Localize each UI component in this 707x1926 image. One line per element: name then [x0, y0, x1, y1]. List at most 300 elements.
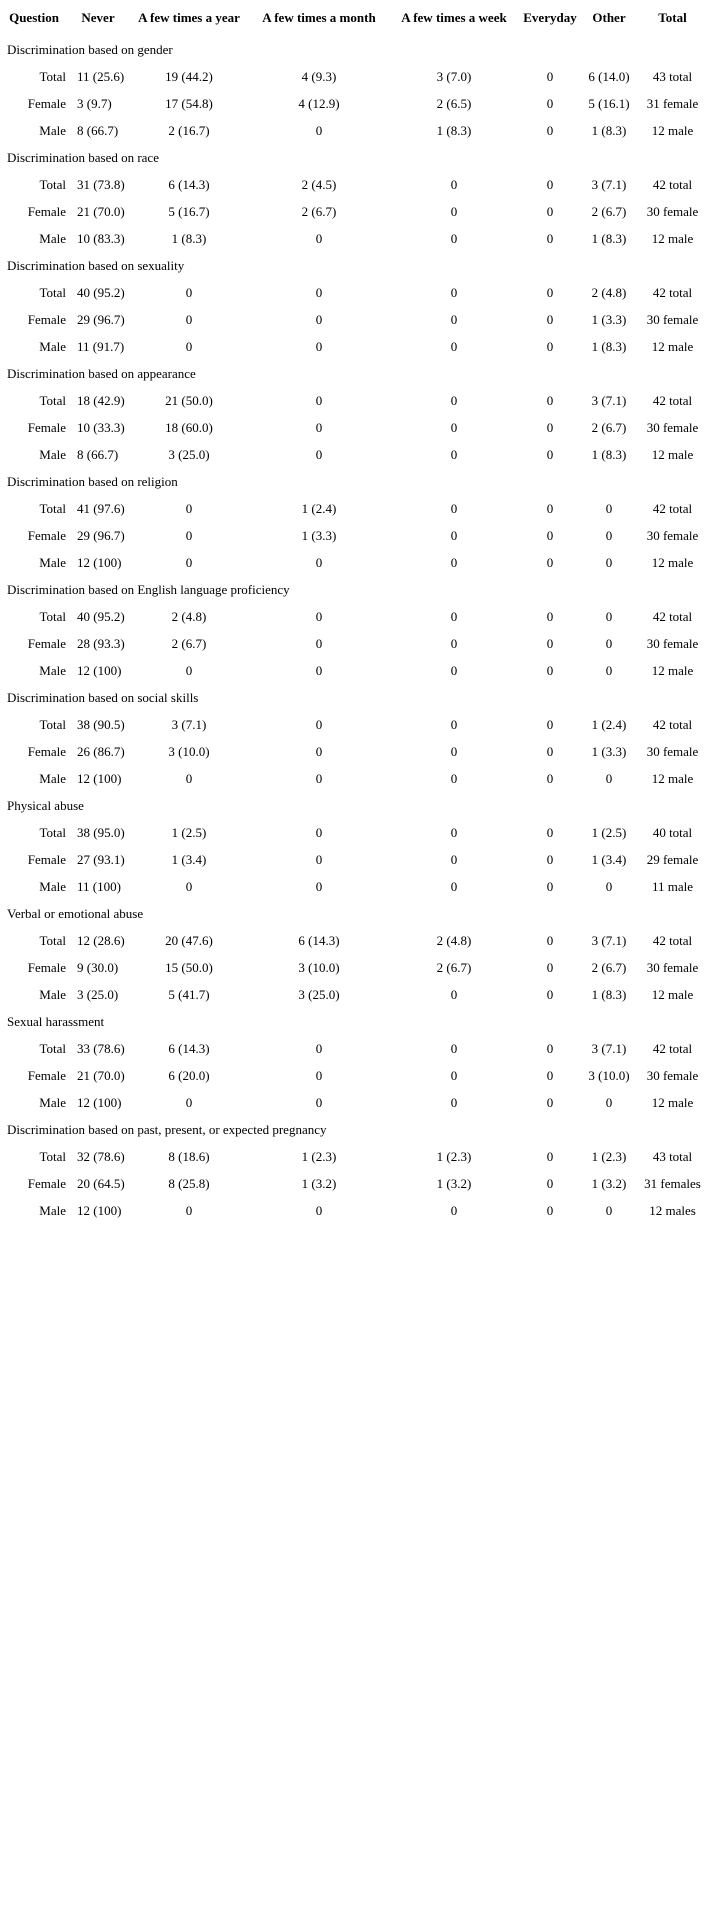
cell-few-times-month: 4 (9.3) — [301, 68, 337, 84]
section-row — [0, 684, 707, 711]
cell-few-times-week: 0 — [450, 446, 458, 462]
row-label: Total — [39, 1148, 66, 1164]
cell-few-times-week: 0 — [450, 392, 458, 408]
section-title: Discrimination based on appearance — [7, 365, 196, 381]
cell-few-times-month: 0 — [315, 851, 323, 867]
cell-everyday: 0 — [546, 500, 554, 516]
cell-everyday: 0 — [546, 1094, 554, 1110]
cell-never: 10 (33.3) — [77, 419, 125, 435]
row-label: Male — [39, 230, 66, 246]
cell-few-times-year: 3 (25.0) — [168, 446, 210, 462]
row-label: Male — [39, 662, 66, 678]
cell-other: 3 (7.1) — [591, 932, 627, 948]
table-row — [0, 1035, 707, 1062]
cell-few-times-year: 0 — [185, 311, 193, 327]
cell-few-times-week: 0 — [450, 1040, 458, 1056]
cell-everyday: 0 — [546, 122, 554, 138]
cell-other: 2 (6.7) — [591, 419, 627, 435]
table-row — [0, 225, 707, 252]
table-row — [0, 522, 707, 549]
table-row — [0, 279, 707, 306]
table-row — [0, 198, 707, 225]
cell-everyday: 0 — [546, 1202, 554, 1218]
table-row — [0, 765, 707, 792]
cell-few-times-week: 0 — [450, 419, 458, 435]
cell-never: 28 (93.3) — [77, 635, 125, 651]
cell-never: 12 (100) — [77, 1094, 122, 1110]
cell-few-times-year: 0 — [185, 878, 193, 894]
cell-few-times-week: 0 — [450, 203, 458, 219]
cell-everyday: 0 — [546, 1148, 554, 1164]
cell-few-times-year: 0 — [185, 500, 193, 516]
row-label: Female — [27, 527, 66, 543]
cell-few-times-month: 1 (3.2) — [301, 1175, 337, 1191]
cell-never: 20 (64.5) — [77, 1175, 125, 1191]
table-row — [0, 819, 707, 846]
table-row — [0, 414, 707, 441]
cell-other: 1 (8.3) — [591, 122, 627, 138]
cell-few-times-month: 0 — [315, 824, 323, 840]
cell-few-times-month: 0 — [315, 770, 323, 786]
cell-few-times-week: 2 (6.5) — [436, 95, 472, 111]
cell-few-times-year: 5 (16.7) — [168, 203, 210, 219]
cell-other: 0 — [605, 1202, 613, 1218]
section-title: Sexual harassment — [7, 1013, 105, 1029]
cell-total: 31 females — [644, 1175, 701, 1191]
cell-few-times-week: 0 — [450, 338, 458, 354]
cell-everyday: 0 — [546, 1067, 554, 1083]
cell-few-times-week: 0 — [450, 1094, 458, 1110]
cell-other: 3 (7.1) — [591, 176, 627, 192]
cell-few-times-year: 8 (18.6) — [168, 1148, 210, 1164]
cell-few-times-month: 2 (6.7) — [301, 203, 337, 219]
cell-few-times-month: 2 (4.5) — [301, 176, 337, 192]
table-row — [0, 63, 707, 90]
column-header-few-times-year: A few times a year — [138, 10, 240, 25]
cell-few-times-year: 1 (8.3) — [171, 230, 207, 246]
row-label: Total — [39, 68, 66, 84]
cell-other: 0 — [605, 500, 613, 516]
row-label: Female — [27, 743, 66, 759]
cell-total: 40 total — [652, 824, 693, 840]
cell-total: 12 male — [651, 338, 694, 354]
cell-total: 12 male — [651, 230, 694, 246]
row-label: Male — [39, 122, 66, 138]
cell-other: 2 (6.7) — [591, 959, 627, 975]
cell-few-times-week: 0 — [450, 770, 458, 786]
cell-total: 12 male — [651, 122, 694, 138]
cell-few-times-week: 1 (2.3) — [436, 1148, 472, 1164]
cell-few-times-month: 0 — [315, 554, 323, 570]
row-label: Total — [39, 824, 66, 840]
cell-few-times-month: 0 — [315, 608, 323, 624]
cell-other: 3 (7.1) — [591, 1040, 627, 1056]
cell-everyday: 0 — [546, 662, 554, 678]
cell-few-times-week: 0 — [450, 635, 458, 651]
row-label: Female — [27, 311, 66, 327]
table-row — [0, 873, 707, 900]
row-label: Female — [27, 635, 66, 651]
cell-other: 6 (14.0) — [588, 68, 630, 84]
cell-never: 11 (91.7) — [77, 338, 125, 354]
cell-total: 30 female — [646, 527, 699, 543]
row-label: Female — [27, 95, 66, 111]
cell-few-times-year: 1 (2.5) — [171, 824, 207, 840]
cell-few-times-week: 0 — [450, 311, 458, 327]
cell-everyday: 0 — [546, 1040, 554, 1056]
cell-other: 0 — [605, 770, 613, 786]
cell-other: 2 (4.8) — [591, 284, 627, 300]
cell-few-times-month: 4 (12.9) — [298, 95, 340, 111]
section-row — [0, 468, 707, 495]
row-label: Male — [39, 770, 66, 786]
cell-everyday: 0 — [546, 770, 554, 786]
cell-never: 21 (70.0) — [77, 1067, 125, 1083]
section-row — [0, 1116, 707, 1143]
cell-never: 18 (42.9) — [77, 392, 125, 408]
cell-few-times-year: 19 (44.2) — [165, 68, 213, 84]
cell-never: 21 (70.0) — [77, 203, 125, 219]
cell-everyday: 0 — [546, 311, 554, 327]
section-row — [0, 576, 707, 603]
column-header-everyday: Everyday — [523, 10, 577, 25]
section-row — [0, 252, 707, 279]
cell-everyday: 0 — [546, 932, 554, 948]
cell-everyday: 0 — [546, 527, 554, 543]
cell-other: 1 (3.2) — [591, 1175, 627, 1191]
cell-total: 30 female — [646, 743, 699, 759]
table-row — [0, 1170, 707, 1197]
cell-few-times-year: 1 (3.4) — [171, 851, 207, 867]
table-row — [0, 1197, 707, 1224]
cell-few-times-month: 0 — [315, 230, 323, 246]
cell-total: 42 total — [652, 716, 693, 732]
cell-few-times-year: 0 — [185, 1202, 193, 1218]
cell-other: 5 (16.1) — [588, 95, 630, 111]
column-header-other: Other — [592, 10, 626, 25]
cell-total: 12 male — [651, 986, 694, 1002]
cell-few-times-month: 0 — [315, 446, 323, 462]
row-label: Male — [39, 986, 66, 1002]
cell-other: 0 — [605, 608, 613, 624]
row-label: Total — [39, 1040, 66, 1056]
cell-few-times-year: 0 — [185, 527, 193, 543]
cell-few-times-week: 0 — [450, 743, 458, 759]
cell-everyday: 0 — [546, 716, 554, 732]
cell-never: 10 (83.3) — [77, 230, 125, 246]
cell-never: 3 (9.7) — [77, 95, 112, 111]
cell-everyday: 0 — [546, 824, 554, 840]
cell-never: 12 (100) — [77, 554, 122, 570]
cell-few-times-year: 6 (20.0) — [168, 1067, 210, 1083]
table-row — [0, 630, 707, 657]
cell-other: 2 (6.7) — [591, 203, 627, 219]
cell-few-times-year: 0 — [185, 770, 193, 786]
cell-few-times-month: 3 (10.0) — [298, 959, 340, 975]
cell-never: 12 (28.6) — [77, 932, 125, 948]
row-label: Male — [39, 878, 66, 894]
cell-other: 0 — [605, 635, 613, 651]
cell-total: 42 total — [652, 500, 693, 516]
cell-few-times-month: 0 — [315, 1040, 323, 1056]
cell-few-times-year: 5 (41.7) — [168, 986, 210, 1002]
cell-few-times-month: 0 — [315, 311, 323, 327]
cell-everyday: 0 — [546, 959, 554, 975]
cell-few-times-year: 0 — [185, 1094, 193, 1110]
cell-everyday: 0 — [546, 419, 554, 435]
cell-total: 30 female — [646, 1067, 699, 1083]
table-row — [0, 657, 707, 684]
cell-few-times-month: 0 — [315, 284, 323, 300]
table-row — [0, 90, 707, 117]
cell-total: 42 total — [652, 608, 693, 624]
cell-few-times-month: 0 — [315, 1094, 323, 1110]
cell-everyday: 0 — [546, 95, 554, 111]
cell-few-times-month: 0 — [315, 392, 323, 408]
row-label: Total — [39, 716, 66, 732]
cell-few-times-month: 0 — [315, 1202, 323, 1218]
section-row — [0, 792, 707, 819]
cell-other: 0 — [605, 527, 613, 543]
cell-total: 42 total — [652, 1040, 693, 1056]
table-row — [0, 441, 707, 468]
cell-few-times-month: 0 — [315, 635, 323, 651]
section-row — [0, 1008, 707, 1035]
cell-other: 3 (10.0) — [588, 1067, 630, 1083]
table-row — [0, 711, 707, 738]
cell-everyday: 0 — [546, 338, 554, 354]
cell-few-times-month: 1 (2.3) — [301, 1148, 337, 1164]
row-label: Male — [39, 1094, 66, 1110]
cell-total: 42 total — [652, 392, 693, 408]
row-label: Female — [27, 1067, 66, 1083]
row-label: Female — [27, 851, 66, 867]
cell-never: 38 (90.5) — [77, 716, 125, 732]
cell-few-times-week: 0 — [450, 878, 458, 894]
table-row — [0, 738, 707, 765]
column-header-few-times-week: A few times a week — [401, 10, 507, 25]
cell-few-times-week: 2 (4.8) — [436, 932, 472, 948]
cell-everyday: 0 — [546, 635, 554, 651]
section-title: Discrimination based on English language proficiency — [7, 581, 290, 597]
cell-never: 11 (25.6) — [77, 68, 125, 84]
cell-other: 1 (2.3) — [591, 1148, 627, 1164]
cell-few-times-month: 6 (14.3) — [298, 932, 340, 948]
cell-other: 1 (8.3) — [591, 446, 627, 462]
cell-total: 12 male — [651, 1094, 694, 1110]
table-row — [0, 927, 707, 954]
cell-few-times-week: 1 (3.2) — [436, 1175, 472, 1191]
cell-never: 32 (78.6) — [77, 1148, 125, 1164]
section-row — [0, 36, 707, 63]
section-title: Discrimination based on gender — [7, 41, 173, 57]
column-header-total: Total — [658, 10, 687, 25]
row-label: Female — [27, 959, 66, 975]
cell-few-times-month: 1 (2.4) — [301, 500, 337, 516]
row-label: Total — [39, 608, 66, 624]
section-title: Physical abuse — [7, 797, 84, 813]
section-row — [0, 144, 707, 171]
cell-few-times-year: 15 (50.0) — [165, 959, 213, 975]
cell-few-times-year: 0 — [185, 662, 193, 678]
row-label: Male — [39, 446, 66, 462]
cell-total: 42 total — [652, 932, 693, 948]
cell-never: 31 (73.8) — [77, 176, 125, 192]
section-title: Discrimination based on social skills — [7, 689, 199, 705]
cell-everyday: 0 — [546, 446, 554, 462]
table-row — [0, 387, 707, 414]
row-label: Male — [39, 1202, 66, 1218]
cell-total: 43 total — [652, 1148, 693, 1164]
cell-never: 12 (100) — [77, 770, 122, 786]
cell-few-times-year: 18 (60.0) — [165, 419, 213, 435]
cell-never: 11 (100) — [77, 878, 121, 894]
cell-never: 9 (30.0) — [77, 959, 119, 975]
cell-never: 8 (66.7) — [77, 122, 119, 138]
cell-few-times-week: 0 — [450, 1202, 458, 1218]
header-row — [0, 0, 707, 36]
table-row — [0, 981, 707, 1008]
cell-other: 1 (3.3) — [591, 743, 627, 759]
section-title: Discrimination based on race — [7, 149, 159, 165]
cell-total: 42 total — [652, 284, 693, 300]
cell-few-times-year: 0 — [185, 338, 193, 354]
cell-total: 31 female — [646, 95, 699, 111]
cell-other: 1 (2.4) — [591, 716, 627, 732]
section-row — [0, 900, 707, 927]
cell-total: 30 female — [646, 203, 699, 219]
cell-everyday: 0 — [546, 1175, 554, 1191]
cell-few-times-week: 1 (8.3) — [436, 122, 472, 138]
cell-few-times-year: 6 (14.3) — [168, 176, 210, 192]
cell-few-times-week: 0 — [450, 527, 458, 543]
cell-everyday: 0 — [546, 743, 554, 759]
cell-never: 12 (100) — [77, 662, 122, 678]
cell-few-times-week: 0 — [450, 662, 458, 678]
cell-everyday: 0 — [546, 392, 554, 408]
cell-few-times-week: 0 — [450, 554, 458, 570]
table-body — [0, 36, 707, 1224]
cell-total: 11 male — [651, 878, 694, 894]
cell-few-times-year: 0 — [185, 554, 193, 570]
cell-total: 30 female — [646, 311, 699, 327]
cell-never: 27 (93.1) — [77, 851, 125, 867]
cell-everyday: 0 — [546, 284, 554, 300]
cell-total: 30 female — [646, 635, 699, 651]
cell-few-times-week: 0 — [450, 608, 458, 624]
cell-few-times-week: 0 — [450, 500, 458, 516]
cell-other: 0 — [605, 554, 613, 570]
cell-few-times-year: 2 (4.8) — [171, 608, 207, 624]
cell-other: 1 (8.3) — [591, 230, 627, 246]
cell-total: 12 males — [649, 1202, 696, 1218]
cell-few-times-month: 0 — [315, 1067, 323, 1083]
cell-everyday: 0 — [546, 176, 554, 192]
cell-few-times-month: 0 — [315, 122, 323, 138]
row-label: Total — [39, 176, 66, 192]
cell-few-times-year: 2 (6.7) — [171, 635, 207, 651]
cell-never: 3 (25.0) — [77, 986, 119, 1002]
cell-few-times-year: 0 — [185, 284, 193, 300]
cell-other: 1 (3.3) — [591, 311, 627, 327]
row-label: Female — [27, 1175, 66, 1191]
cell-few-times-week: 2 (6.7) — [436, 959, 472, 975]
cell-few-times-month: 1 (3.3) — [301, 527, 337, 543]
cell-few-times-month: 0 — [315, 338, 323, 354]
column-header-never: Never — [81, 10, 115, 25]
cell-total: 42 total — [652, 176, 693, 192]
cell-few-times-year: 8 (25.8) — [168, 1175, 210, 1191]
row-label: Female — [27, 419, 66, 435]
table-row — [0, 603, 707, 630]
cell-everyday: 0 — [546, 554, 554, 570]
cell-total: 12 male — [651, 554, 694, 570]
section-title: Discrimination based on past, present, or expected pregnancy — [7, 1121, 327, 1137]
cell-few-times-month: 0 — [315, 419, 323, 435]
table-row — [0, 117, 707, 144]
section-row — [0, 360, 707, 387]
cell-few-times-month: 0 — [315, 743, 323, 759]
cell-everyday: 0 — [546, 608, 554, 624]
table-row — [0, 333, 707, 360]
section-title: Discrimination based on sexuality — [7, 257, 185, 273]
cell-other: 0 — [605, 1094, 613, 1110]
cell-other: 0 — [605, 662, 613, 678]
row-label: Female — [27, 203, 66, 219]
row-label: Total — [39, 392, 66, 408]
cell-few-times-year: 3 (7.1) — [171, 716, 207, 732]
cell-few-times-year: 3 (10.0) — [168, 743, 210, 759]
cell-total: 12 male — [651, 662, 694, 678]
cell-never: 33 (78.6) — [77, 1040, 125, 1056]
cell-few-times-week: 0 — [450, 824, 458, 840]
table-row — [0, 1143, 707, 1170]
cell-few-times-year: 20 (47.6) — [165, 932, 213, 948]
row-label: Male — [39, 338, 66, 354]
table-row — [0, 495, 707, 522]
row-label: Total — [39, 284, 66, 300]
table-row — [0, 1089, 707, 1116]
cell-other: 0 — [605, 878, 613, 894]
table-row — [0, 306, 707, 333]
cell-few-times-month: 0 — [315, 716, 323, 732]
cell-few-times-month: 3 (25.0) — [298, 986, 340, 1002]
cell-few-times-year: 21 (50.0) — [165, 392, 213, 408]
cell-other: 1 (8.3) — [591, 986, 627, 1002]
row-label: Male — [39, 554, 66, 570]
cell-never: 40 (95.2) — [77, 284, 125, 300]
cell-few-times-week: 3 (7.0) — [436, 68, 472, 84]
cell-few-times-week: 0 — [450, 716, 458, 732]
cell-everyday: 0 — [546, 230, 554, 246]
column-header-question: Question — [9, 10, 59, 25]
cell-few-times-year: 6 (14.3) — [168, 1040, 210, 1056]
cell-few-times-week: 0 — [450, 284, 458, 300]
section-title: Discrimination based on religion — [7, 473, 178, 489]
cell-total: 30 female — [646, 959, 699, 975]
cell-total: 12 male — [651, 446, 694, 462]
cell-never: 12 (100) — [77, 1202, 122, 1218]
row-label: Total — [39, 500, 66, 516]
cell-other: 1 (3.4) — [591, 851, 627, 867]
cell-never: 8 (66.7) — [77, 446, 119, 462]
cell-everyday: 0 — [546, 68, 554, 84]
cell-never: 40 (95.2) — [77, 608, 125, 624]
cell-other: 1 (2.5) — [591, 824, 627, 840]
cell-never: 29 (96.7) — [77, 311, 125, 327]
cell-other: 1 (8.3) — [591, 338, 627, 354]
cell-few-times-week: 0 — [450, 176, 458, 192]
